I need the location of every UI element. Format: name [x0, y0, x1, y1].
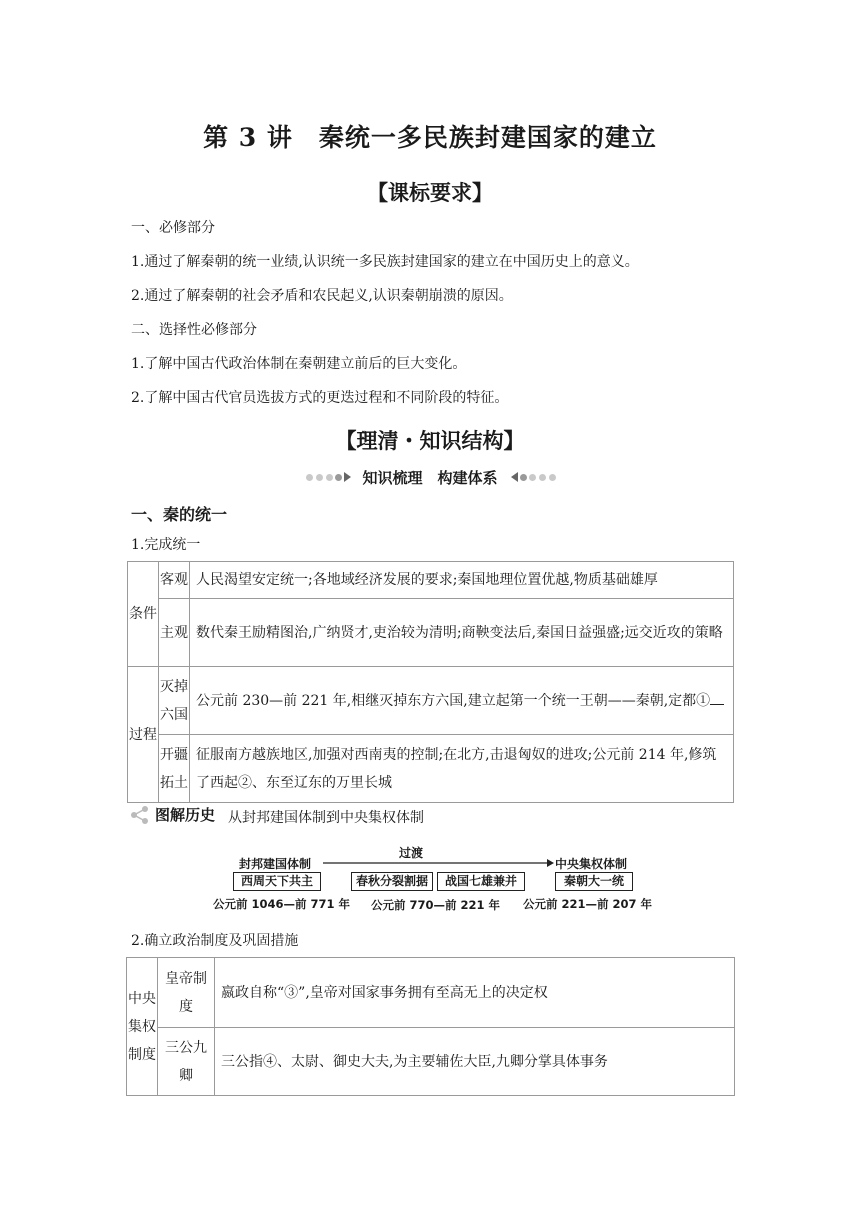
table-cell: 数代秦王励精图治,广纳贤才,吏治较为清明;商鞅变法后,秦国日益强盛;远交近攻的策略: [190, 599, 734, 667]
banner-dot: [529, 474, 536, 481]
table-cell: 三公指④、太尉、御史大夫,为主要辅佐大臣,九卿分掌具体事务: [215, 1028, 735, 1096]
requirement-line: 二、选择性必修部分: [131, 322, 257, 338]
fill-blank: [710, 690, 724, 705]
table-row-label: 三公九卿: [158, 1028, 215, 1096]
table-row-label: 皇帝制度: [158, 958, 215, 1028]
requirement-line: 2.通过了解秦朝的社会矛盾和农民起义,认识秦朝崩溃的原因。: [131, 288, 513, 304]
system-diagram: [213, 846, 655, 914]
table-group-label: 条件: [128, 562, 159, 667]
subsection-title: 2.确立政治制度及巩固措施: [131, 933, 299, 949]
banner-dot: [520, 474, 527, 481]
political-system-table: [126, 957, 735, 1096]
table-row-label: 灭掉六国: [159, 667, 190, 735]
unification-table: [127, 561, 734, 803]
banner: [300, 466, 560, 488]
diagram-box: 西周天下共主: [233, 872, 321, 891]
banner-dot: [539, 474, 546, 481]
table-cell-text: 公元前 230—前 221 年,相继灭掉东方六国,建立起第一个统一王朝——秦朝,定都①: [196, 692, 711, 709]
diagram-date: 公元前 1046—前 771 年: [213, 897, 351, 911]
diagram-box: 战国七雄兼并: [437, 872, 525, 891]
diagram-box: 春秋分裂割据: [351, 872, 433, 891]
diagram-date: 公元前 221—前 207 年: [523, 897, 653, 911]
table-group-label: 过程: [128, 667, 159, 803]
banner-arrow-left-icon: [511, 472, 518, 482]
section-heading: 一、秦的统一: [131, 505, 228, 524]
banner-dot: [549, 474, 556, 481]
banner-text: 知识梳理 构建体系: [362, 469, 498, 487]
illustration-label: 图解历史: [155, 806, 216, 824]
subsection-title: 1.完成统一: [131, 537, 201, 553]
table-cell: [190, 667, 734, 735]
diagram-date: 公元前 770—前 221 年: [371, 898, 501, 912]
diagram-left-label: 封邦建国体制: [239, 857, 312, 871]
table-row-label: 主观: [159, 599, 190, 667]
table-group-label: 中央集权制度: [127, 958, 158, 1096]
diagram-right-label: 中央集权体制: [555, 857, 628, 871]
requirement-line: 一、必修部分: [131, 220, 215, 236]
table-row-label: 开疆拓土: [159, 735, 190, 803]
table-cell: 人民渴望安定统一;各地域经济发展的要求;秦国地理位置优越,物质基础雄厚: [190, 562, 734, 599]
diagram-box: 秦朝大一统: [555, 872, 633, 891]
page-title: 第 3 讲 秦统一多民族封建国家的建立: [203, 123, 657, 152]
diagram-arrow-icon: [323, 856, 555, 870]
requirement-line: 1.通过了解秦朝的统一业绩,认识统一多民族封建国家的建立在中国历史上的意义。: [131, 254, 639, 270]
illustration-subtitle: 从封邦建国体制到中央集权体制: [228, 810, 424, 826]
diagram-middle-label: 过渡: [399, 846, 424, 860]
share-icon: [130, 805, 152, 825]
requirement-line: 1.了解中国古代政治体制在秦朝建立前后的巨大变化。: [131, 356, 467, 372]
requirement-line: 2.了解中国古代官员选拔方式的更迭过程和不同阶段的特征。: [131, 390, 509, 406]
table-cell: 嬴政自称“③”,皇帝对国家事务拥有至高无上的决定权: [215, 958, 735, 1028]
structure-heading: 【理清・知识结构】: [335, 428, 525, 453]
table-cell: 征服南方越族地区,加强对西南夷的控制;在北方,击退匈奴的进攻;公元前 214 年,修筑了西起②、东至辽东的万里长城: [190, 735, 734, 803]
table-row-label: 客观: [159, 562, 190, 599]
requirements-heading: 【课标要求】: [367, 180, 493, 205]
